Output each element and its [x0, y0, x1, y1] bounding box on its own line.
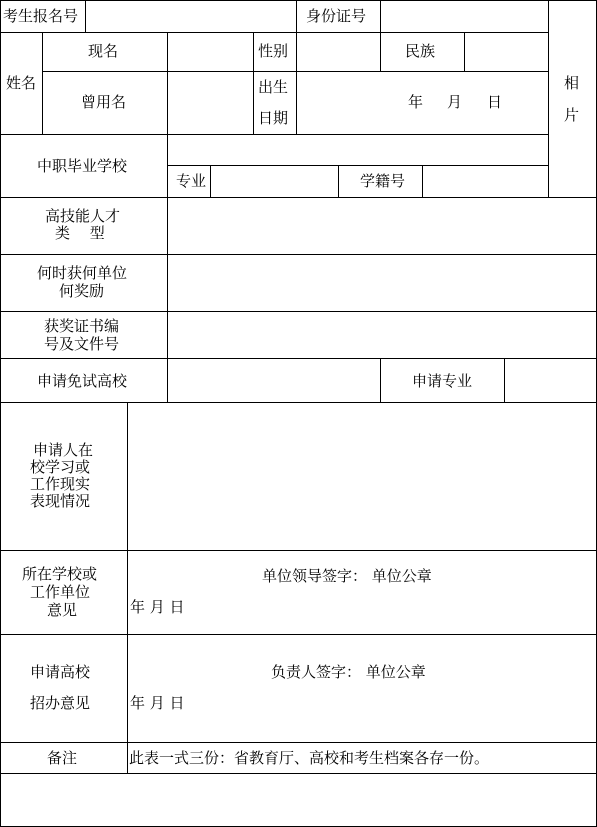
student-id-label: 学籍号 — [360, 172, 406, 190]
gender-label: 性别 — [258, 42, 289, 60]
former-name-field[interactable] — [168, 72, 253, 134]
name-label: 姓名 — [6, 74, 37, 92]
apply-major-label: 申请专业 — [412, 372, 473, 390]
birth-day-label: 日 — [487, 93, 503, 111]
award-when-field[interactable] — [168, 255, 596, 311]
major-label: 专业 — [176, 172, 207, 190]
photo-box[interactable] — [549, 1, 596, 197]
performance-line3: 工作现实 — [30, 475, 91, 493]
birth-label-line2: 日期 — [258, 109, 289, 127]
unit-opinion-line1: 所在学校或 — [22, 565, 98, 583]
remark-label: 备注 — [47, 749, 78, 767]
cert-no-field[interactable] — [168, 312, 596, 358]
award-when-line1: 何时获何单位 — [37, 264, 128, 282]
cert-no-line2: 号及文件号 — [44, 335, 120, 353]
unit-opinion-line2: 工作单位 — [30, 583, 91, 601]
person-sign-text: 负责人签字： 单位公章 — [271, 663, 426, 681]
apply-college-field[interactable] — [168, 359, 380, 402]
apply-college-label: 申请免试高校 — [37, 372, 128, 390]
id-card-label: 身份证号 — [306, 7, 367, 25]
id-card-field[interactable] — [381, 1, 548, 32]
unit-date-text: 年 月 日 — [130, 598, 185, 616]
student-id-field[interactable] — [423, 166, 548, 197]
exam-number-label: 考生报名号 — [3, 7, 79, 25]
current-name-field[interactable] — [168, 33, 253, 71]
talent-type-line1: 高技能人才 — [45, 207, 121, 225]
photo-label-line2: 片 — [564, 106, 580, 124]
major-field[interactable] — [211, 166, 338, 197]
unit-opinion-field[interactable] — [128, 551, 596, 634]
school-label: 中职毕业学校 — [37, 157, 128, 175]
unit-opinion-line3: 意见 — [47, 601, 78, 619]
college-opinion-field[interactable] — [128, 635, 596, 742]
birth-label-line1: 出生 — [258, 78, 289, 96]
exam-number-field[interactable] — [86, 1, 296, 32]
talent-type-line2: 类 型 — [55, 224, 105, 242]
leader-sign-text: 单位领导签字： 单位公章 — [262, 567, 432, 585]
performance-field[interactable] — [128, 403, 596, 550]
college-opinion-line2: 招办意见 — [30, 694, 91, 712]
performance-line2: 校学习或 — [30, 458, 91, 476]
award-when-line2: 何奖励 — [59, 282, 105, 300]
gender-field[interactable] — [297, 33, 380, 71]
birth-month-label: 月 — [447, 93, 463, 111]
remark-text: 此表一式三份：省教育厅、高校和考生档案各存一份。 — [129, 749, 490, 767]
college-date-text: 年 月 日 — [130, 694, 185, 712]
apply-major-field[interactable] — [505, 359, 596, 402]
birth-year-label: 年 — [408, 93, 424, 111]
performance-line4: 表现情况 — [30, 492, 91, 510]
cert-no-line1: 获奖证书编 — [44, 317, 120, 335]
talent-type-field[interactable] — [168, 198, 596, 254]
former-name-label: 曾用名 — [81, 93, 127, 111]
school-field[interactable] — [168, 135, 548, 165]
performance-line1: 申请人在 — [33, 441, 94, 459]
current-name-label: 现名 — [88, 42, 119, 60]
photo-label-line1: 相 — [564, 74, 580, 92]
ethnicity-field[interactable] — [465, 33, 548, 71]
ethnicity-label: 民族 — [405, 42, 436, 60]
college-opinion-line1: 申请高校 — [30, 663, 91, 681]
